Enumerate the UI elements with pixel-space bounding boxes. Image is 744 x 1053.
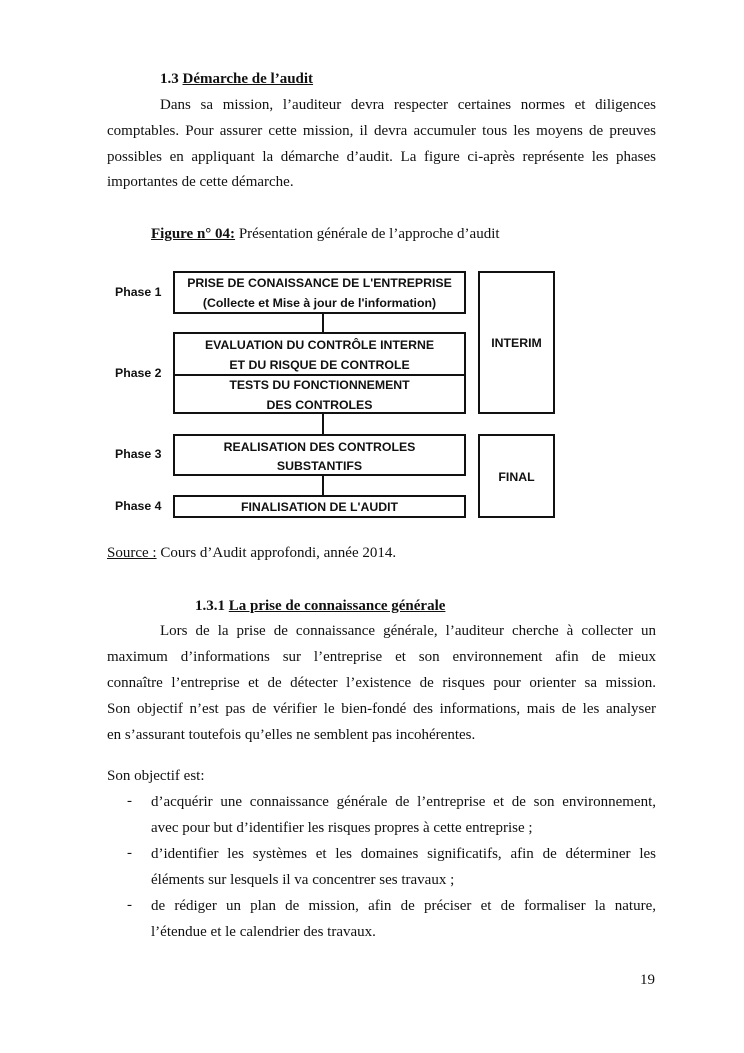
section-title: Démarche de l’audit [182,71,314,87]
box-text: FINAL [498,470,535,484]
text-line: Lors de la prise de connaissance générale, l’auditeur cherche à collecter un [160,623,656,639]
text-line: Son objectif n’est pas de vérifier le bien-fondé des informations, mais de les analyser [107,701,656,717]
source-note [107,544,656,562]
box-text: TESTS DU FONCTIONNEMENT [229,378,410,392]
box-text: PRISE DE CONAISSANCE DE L'ENTREPRISE [187,276,452,290]
box-text: FINALISATION DE L'AUDIT [240,500,399,514]
page-number: 19 [640,972,655,988]
text-line: Dans sa mission, l’auditeur devra respecter certaines normes et diligences [160,97,656,113]
list-item-line: avec pour but d’identifier les risques propres à cette entreprise ; [151,820,533,836]
box-realisation [173,434,466,476]
text-line: possibles en appliquant la démarche d’audit. La figure ci-après représente les phases [107,149,656,165]
box-prise-connaissance [173,271,466,314]
box-finalisation [173,495,466,518]
figure-caption [151,225,700,243]
text-line: en s’assurant toutefois qu’elles ne semblent pas incohérentes. [107,727,476,743]
phase-label: Phase 1 [115,285,162,299]
box-text: INTERIM [491,336,542,350]
source-label: Source : [107,545,157,561]
connector-line [322,476,324,496]
box-text: EVALUATION DU CONTRÔLE INTERNE [204,338,435,352]
box-text: SUBSTANTIFS [276,459,363,473]
box-interim [478,271,555,414]
figure-label: Figure n° 04: [151,226,236,242]
section-heading [160,70,709,88]
bullet-marker: - [127,793,132,809]
list-item-line: d’acquérir une connaissance générale de l’entreprise et de son environnement, [151,794,656,810]
list-item-line: l’étendue et le calendrier des travaux. [151,924,376,940]
figure-caption-text: Présentation générale de l’approche d’audit [235,226,500,242]
list-item-line: éléments sur lesquels il va concentrer ses travaux ; [151,872,455,888]
bullet-marker: - [127,897,132,913]
box-final [478,434,555,518]
text-line: importantes de cette démarche. [107,174,294,190]
text-line: connaître l’entreprise et de détecter l’existence de risques pour orienter sa mission. [107,675,656,691]
objective-label: Son objectif est: [107,768,205,784]
phase-label: Phase 3 [115,447,162,461]
box-text: ET DU RISQUE DE CONTROLE [229,358,410,372]
subsection-number: 1.3.1 [195,598,225,614]
text-line: comptables. Pour assurer cette mission, il devra accumuler tous les moyens de preuves [107,123,656,139]
list-item-line: de rédiger un plan de mission, afin de préciser et de formaliser la nature, [151,898,656,914]
bullet-marker: - [127,845,132,861]
box-text: REALISATION DES CONTROLES [223,440,416,454]
connector-line [322,414,324,435]
phase-label: Phase 4 [115,499,162,513]
box-text: (Collecte et Mise à jour de l'information) [202,296,437,310]
section-number: 1.3 [160,71,179,87]
subsection-heading [195,597,744,615]
source-text: Cours d’Audit approfondi, année 2014. [156,545,397,561]
subsection-title: La prise de connaissance générale [228,598,446,614]
phase-label: Phase 2 [115,366,162,380]
box-text: DES CONTROLES [266,398,373,412]
box-divider [175,374,464,376]
list-item-line: d’identifier les systèmes et les domaines significatifs, afin de déterminer les [151,846,656,862]
box-evaluation-tests [173,332,466,414]
text-line: maximum d’informations sur l’entreprise et son environnement afin de mieux [107,649,656,665]
connector-line [322,314,324,333]
